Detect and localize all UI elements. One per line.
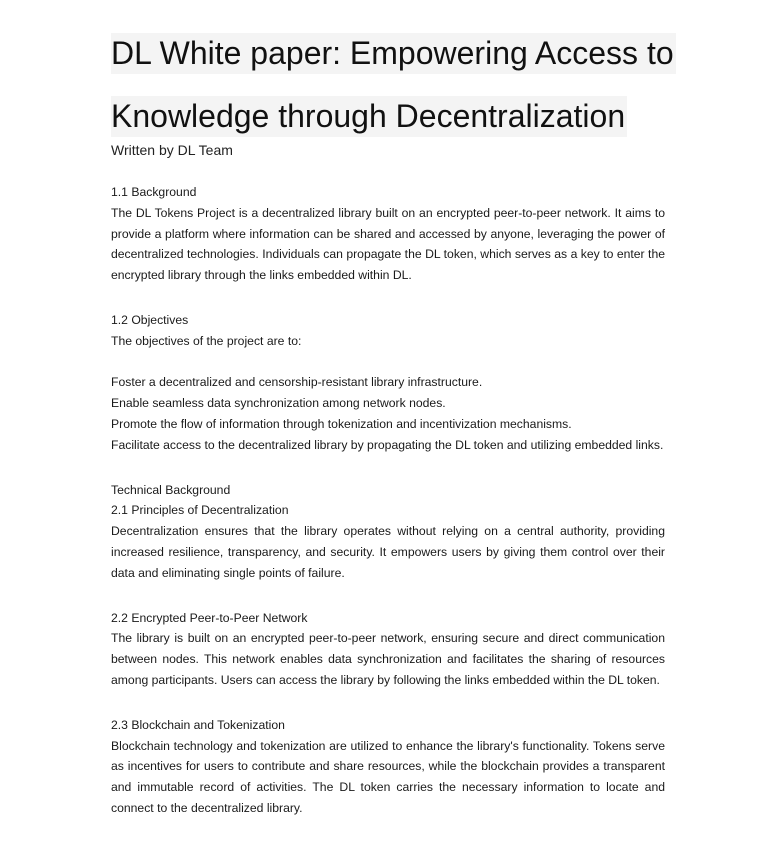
list-item: Foster a decentralized and censorship-resistant library infrastructure. (111, 375, 483, 390)
list-item: Facilitate access to the decentralized library by propagating the DL token and utilizing embedded links. (111, 437, 664, 452)
section-paragraph: Decentralization ensures that the library operates without relying on a central authority, providing increased resilience, transparency, and security. It empowers users by giving them control over their data and eliminating single points of failure. (111, 524, 665, 580)
section-heading: Technical Background (111, 482, 231, 497)
section-technical-background (111, 480, 665, 584)
list-item: Promote the flow of information through tokenization and incentivization mechanisms. (111, 416, 572, 431)
section-heading: 1.2 Objectives (111, 312, 189, 327)
section-background (111, 182, 665, 286)
objectives-list (111, 372, 665, 455)
list-item: Enable seamless data synchronization among network nodes. (111, 396, 446, 411)
title-line-2: Knowledge through Decentralization (111, 96, 627, 137)
section-paragraph: The library is built on an encrypted peer-to-peer network, ensuring secure and direct communication between nodes. This network enables data synchronization and facilitates the sharing of resources among participants. Users can access the library by following the links embedded within the DL token. (111, 631, 665, 687)
author-line: Written by DL Team (111, 142, 233, 158)
subsection-heading: 2.2 Encrypted Peer-to-Peer Network (111, 610, 308, 625)
document-page (111, 0, 674, 819)
title-line-1: DL White paper: Empowering Access to (111, 33, 676, 74)
document-title (111, 0, 674, 74)
section-p2p-network (111, 608, 665, 691)
section-intro: The objectives of the project are to: (111, 333, 302, 348)
subsection-heading: 2.1 Principles of Decentralization (111, 503, 289, 518)
section-paragraph: Blockchain technology and tokenization are utilized to enhance the library's functionality. Tokens serve as incentives for users to contribute and share resources, while the blockchain provides a transparent and immutable record of activities. The DL token carries the necessary information to locate and connect to the decentralized library. (111, 738, 665, 815)
section-blockchain (111, 715, 665, 819)
section-heading: 1.1 Background (111, 185, 197, 199)
subsection-heading: 2.3 Blockchain and Tokenization (111, 717, 285, 732)
document-title-cont (111, 74, 665, 137)
section-paragraph: The DL Tokens Project is a decentralized library built on an encrypted peer-to-peer network. It aims to provide a platform where information can be shared and accessed by anyone, leveraging the power of decentralized technologies. Individuals can propagate the DL token, which serves as a key to enter the encrypted library through the links embedded within DL. (111, 205, 665, 283)
section-objectives (111, 310, 665, 456)
